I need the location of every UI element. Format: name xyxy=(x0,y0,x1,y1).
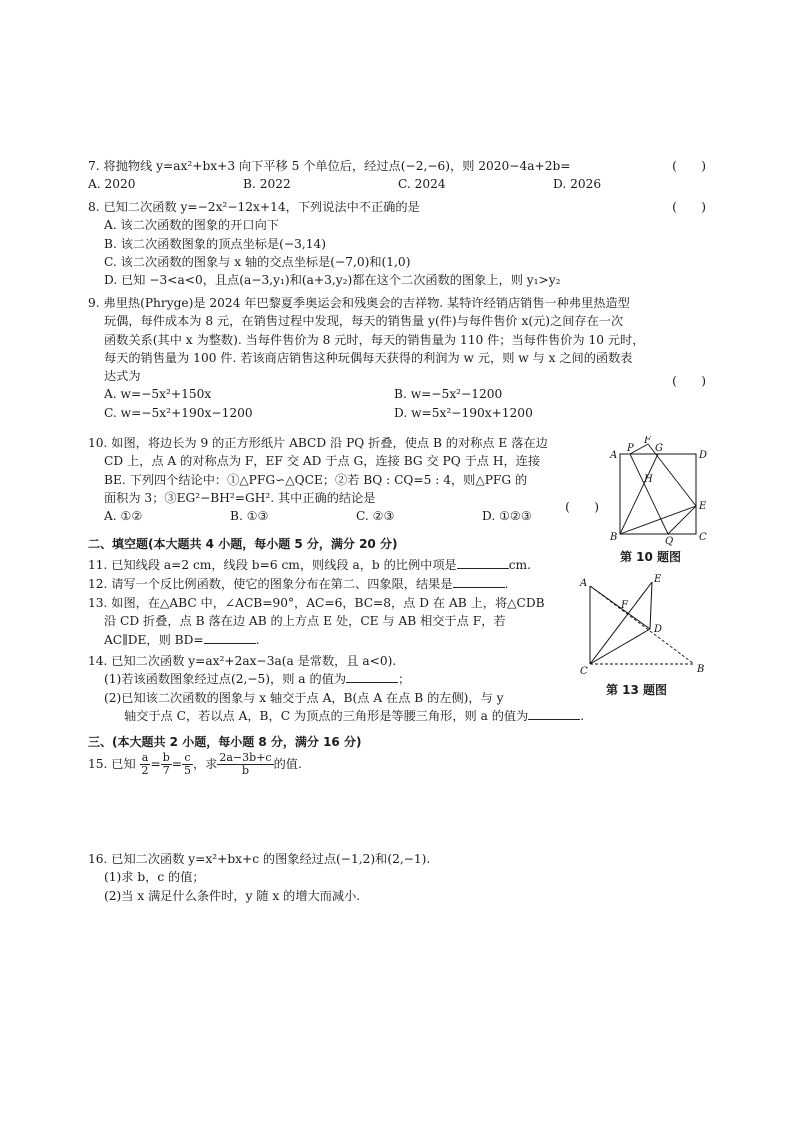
fig13-caption: 第 13 题图 xyxy=(606,683,668,697)
q9-line-5: 达式为 xyxy=(104,369,141,384)
q16-part-2: (2)当 x 满足什么条件时，y 随 x 的增大而减小. xyxy=(104,888,361,903)
q9-option-b: B. w=−5x²−1200 xyxy=(394,387,503,402)
q14-part-1-end: ； xyxy=(398,672,411,687)
q11-text: 11. 已知线段 a=2 cm，线段 b=6 cm，则线段 a，b 的比例中项是 xyxy=(88,558,457,572)
figure-10 xyxy=(608,436,708,546)
fig13-label-c: C xyxy=(580,666,588,677)
q9-option-a: A. w=−5x²+150x xyxy=(104,387,212,402)
q10-options xyxy=(88,507,608,525)
fig13-side-ad xyxy=(590,586,650,629)
q8-stem: 8. 已知二次函数 y=−2x²−12x+14，下列说法中不正确的是 xyxy=(88,200,420,214)
q11-unit: cm. xyxy=(508,558,531,572)
q15-equals-1: = xyxy=(150,757,161,772)
q10-line-2: CD 上，点 A 的对称点为 F，EF 交 AD 于点 G，连接 BG 交 PQ 于点 H，连接 xyxy=(104,454,541,469)
question-9 xyxy=(88,294,708,422)
q10-option-d: D. ①②③ xyxy=(482,509,532,524)
q7-answer-paren: ( ) xyxy=(672,159,706,173)
fig10-label-c: C xyxy=(699,532,707,543)
q15-text-mid: ，求 xyxy=(193,757,218,772)
q7-option-c: C. 2024 xyxy=(398,177,446,192)
q15-fraction-c-5: $\frac{c}{5}$ xyxy=(184,751,191,778)
q15-fraction-expression: $\frac{2a-3b+c}{b}$ xyxy=(219,751,272,778)
q9-option-c: C. w=−5x²+190x−1200 xyxy=(104,405,253,420)
q8-answer-paren: ( ) xyxy=(672,200,706,214)
q8-option-a: A. 该二次函数的图象的开口向下 xyxy=(104,218,279,233)
q10-line-1: 10. 如图，将边长为 9 的正方形纸片 ABCD 沿 PQ 折叠，使点 B 的对称点 E 落在边 xyxy=(88,436,548,450)
q14-part-2-line-2: 轴交于点 C，若以点 A，B，C 为顶点的三角形是等腰三角形，则 a 的值为 xyxy=(124,708,529,723)
fig13-label-d: D xyxy=(654,624,663,635)
q14-stem: 14. 已知二次函数 y=ax²+2ax−3a(a 是常数，且 a<0). xyxy=(88,654,397,668)
fig10-line-pq xyxy=(630,454,668,534)
q10-answer-paren: ( ) xyxy=(565,500,599,514)
q8-option-c: C. 该二次函数的图象与 x 轴的交点坐标是(−7,0)和(1,0) xyxy=(104,254,411,269)
fig13-label-a: A xyxy=(580,578,588,589)
fig13-label-b: B xyxy=(697,664,705,675)
q10-line-3: BE. 下列四个结论中：①△PFG∽△QCE；②若 BQ : CQ=5 : 4，则△PFG 的 xyxy=(104,472,528,487)
fig10-line-qe xyxy=(668,506,696,534)
q9-line-2: 玩偶，每件成本为 8 元，在销售过程中发现，每天的销售量 y(件)与每件售价 x(元)之间存在一次 xyxy=(104,314,624,329)
q7-stem: 7. 将抛物线 y=ax²+bx+3 向下平移 5 个单位后，经过点(−2,−6)，则 2020−4a+2b= xyxy=(88,159,571,173)
q8-option-b: B. 该二次函数图象的顶点坐标是(−3,14) xyxy=(104,236,326,251)
q15-fraction-b-7: $\frac{b}{7}$ xyxy=(162,751,170,778)
fig10-label-g: G xyxy=(655,443,663,454)
q15-equals-2: = xyxy=(171,757,182,772)
fig10-label-h: H xyxy=(644,474,653,485)
fig13-label-e: E xyxy=(654,574,662,585)
q9-line-3: 函数关系(其中 x 为整数). 当每件售价为 8 元时，每天的销售量为 110 件；当每件售价为 10 元时， xyxy=(104,332,645,347)
q15-fraction-a-2: $\frac{a}{2}$ xyxy=(141,751,149,778)
q13-blank xyxy=(204,631,256,644)
fig10-label-p: P xyxy=(627,443,634,454)
q10-option-c: C. ②③ xyxy=(356,509,395,524)
fig10-label-a: A xyxy=(610,450,618,461)
q13-line-3: AC∥DE，则 BD= xyxy=(104,632,204,647)
q10-option-a: A. ①② xyxy=(104,509,143,524)
fig10-label-e: E xyxy=(699,501,707,512)
q13-line-2: 沿 CD 折叠，点 B 落在边 AB 的上方点 E 处，CE 与 AB 相交于点 F，若 xyxy=(104,614,506,629)
q9-options-row-2 xyxy=(88,404,708,422)
q9-option-d: D. w=5x²−190x+1200 xyxy=(394,405,533,420)
q16-part-1: (1)求 b，c 的值； xyxy=(104,870,205,885)
q15-text: 15. 已知 xyxy=(88,757,136,772)
q14-part-1: (1)若该函数图象经过点(2,−5)，则 a 的值为 xyxy=(104,672,347,687)
q7-option-a: A. 2020 xyxy=(88,177,136,192)
q7-option-d: D. 2026 xyxy=(553,177,602,192)
q14-part-2-end: . xyxy=(580,708,585,723)
section-2-heading: 二、填空题(本大题共 4 小题，每小题 5 分，满分 20 分) xyxy=(88,537,398,551)
q11-blank xyxy=(457,556,509,569)
q16-stem: 16. 已知二次函数 y=x²+bx+c 的图象经过点(−1,2)和(2,−1). xyxy=(88,852,431,866)
q15-text-end: 的值. xyxy=(273,757,302,772)
fig13-line-ed xyxy=(650,582,652,629)
q12-blank xyxy=(453,575,505,588)
question-15 xyxy=(88,752,708,777)
q10-option-b: B. ①③ xyxy=(230,509,269,524)
q10-line-4: 面积为 3；③EG²−BH²=GH². 其中正确的结论是 xyxy=(104,490,376,505)
q7-options xyxy=(88,175,708,193)
fig10-square-abcd xyxy=(620,454,696,534)
q9-answer-paren: ( ) xyxy=(672,374,706,388)
q9-options-row-1 xyxy=(88,385,708,403)
q8-option-d: D. 已知 −3<a<0，且点(a−3,y₁)和(a+3,y₂)都在这个二次函数的图象上，则 y₁>y₂ xyxy=(104,273,561,288)
q7-option-b: B. 2022 xyxy=(243,177,291,192)
question-13 xyxy=(88,594,578,649)
fig10-label-b: B xyxy=(610,532,618,543)
q14-part-2-line-1: (2)已知该二次函数的图象与 x 轴交于点 A，B(点 A 在点 B 的左侧)，与 y xyxy=(104,690,504,705)
fig13-label-f: F xyxy=(621,600,628,611)
question-14 xyxy=(88,652,688,725)
fig10-label-f: F xyxy=(644,436,651,446)
q14-part-2-blank xyxy=(528,707,580,720)
fig10-label-q: Q xyxy=(665,536,674,546)
q13-line-1: 13. 如图，在△ABC 中，∠ACB=90°，AC=6，BC=8，点 D 在 AB 上，将△CDB xyxy=(88,596,545,610)
question-10 xyxy=(88,434,608,525)
q12-text: 12. 请写一个反比例函数，使它的图象分布在第二、四象限，结果是 xyxy=(88,577,453,591)
q9-line-4: 每天的销售量为 100 件. 若该商店销售这种玩偶每天获得的利润为 w 元，则 w 与 x 之间的函数表 xyxy=(104,350,633,365)
fig10-caption: 第 10 题图 xyxy=(620,550,682,564)
question-8 xyxy=(88,198,708,289)
q9-line-1: 9. 弗里热(Phryge)是 2024 年巴黎夏季奥运会和残奥会的吉祥物. 某特许经销店销售一种弗里热造型 xyxy=(88,296,630,310)
q12-end: . xyxy=(504,577,509,591)
question-16 xyxy=(88,850,708,905)
question-7 xyxy=(88,157,708,194)
q14-part-1-blank xyxy=(346,670,398,683)
fig10-label-d: D xyxy=(699,450,708,461)
q13-end: . xyxy=(255,632,260,647)
section-3-heading: 三、(本大题共 2 小题，每小题 8 分，满分 16 分) xyxy=(88,735,362,749)
